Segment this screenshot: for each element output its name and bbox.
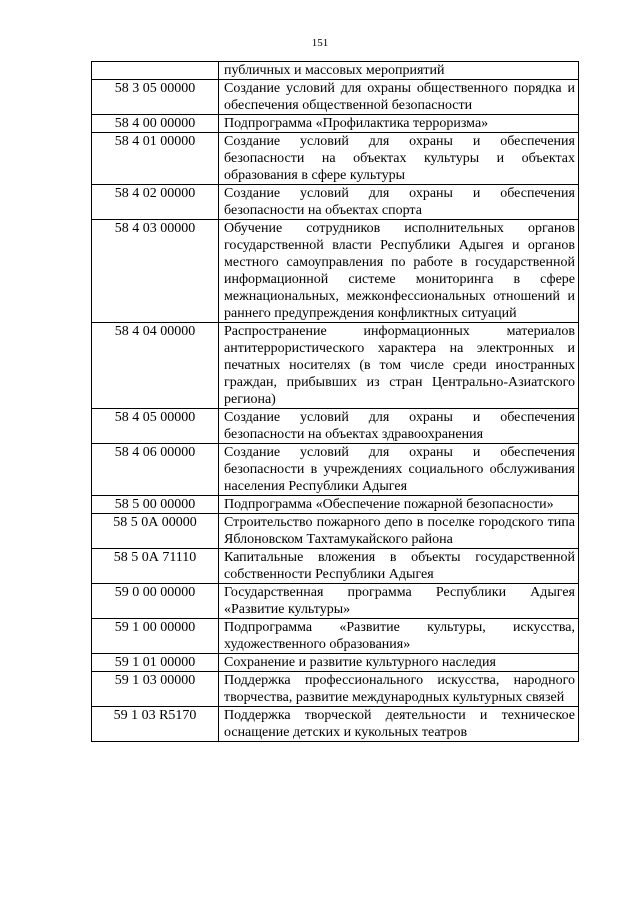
name-cell: Государственная программа Республики Адыгея «Развитие культуры» [219,584,579,619]
table-row [92,514,579,549]
code-cell: 59 0 00 00000 [92,584,219,619]
code-cell: 59 1 03 R5170 [92,707,219,742]
code-cell [92,62,219,80]
page-number: 151 [311,37,329,49]
code-cell: 58 4 03 00000 [92,220,219,323]
name-cell: Подпрограмма «Обеспечение пожарной безопасности» [219,496,579,514]
name-cell: Обучение сотрудников исполнительных органов государственной власти Республики Адыгея и органов местного самоуправления по работе в государственной информационной системе мониторинга в сфере межнациональных, межконфессиональных отношений и раннего предупреждения конфликтных ситуаций [219,220,579,323]
table-row [92,220,579,323]
table-row [92,323,579,409]
name-cell: публичных и массовых мероприятий [219,62,579,80]
name-cell: Сохранение и развитие культурного наследия [219,654,579,672]
code-cell: 58 4 00 00000 [92,115,219,133]
name-cell: Создание условий для охраны и обеспечения безопасности на объектах спорта [219,185,579,220]
code-cell: 59 1 00 00000 [92,619,219,654]
code-cell: 58 3 05 00000 [92,80,219,115]
name-cell: Капитальные вложения в объекты государственной собственности Республики Адыгея [219,549,579,584]
name-cell: Строительство пожарного депо в поселке городского типа Яблоновском Тахтамукайского района [219,514,579,549]
name-cell: Поддержка творческой деятельности и техническое оснащение детских и кукольных театров [219,707,579,742]
name-cell: Подпрограмма «Развитие культуры, искусства, художественного образования» [219,619,579,654]
budget-classification-table [91,61,579,742]
name-cell: Создание условий для охраны и обеспечения безопасности в учреждениях социального обслуживания населения Республики Адыгея [219,444,579,496]
code-cell: 58 5 0А 00000 [92,514,219,549]
table-row [92,584,579,619]
table-row [92,707,579,742]
table-row [92,654,579,672]
table-row [92,115,579,133]
code-cell: 58 4 02 00000 [92,185,219,220]
name-cell: Подпрограмма «Профилактика терроризма» [219,115,579,133]
table-row [92,80,579,115]
code-cell: 58 5 0А 71110 [92,549,219,584]
table-row [92,409,579,444]
name-cell: Создание условий для охраны общественного порядка и обеспечения общественной безопасности [219,80,579,115]
name-cell: Создание условий для охраны и обеспечения безопасности на объектах здравоохранения [219,409,579,444]
code-cell: 58 4 05 00000 [92,409,219,444]
table-row [92,444,579,496]
table-row [92,496,579,514]
code-cell: 59 1 01 00000 [92,654,219,672]
table-row [92,133,579,185]
code-cell: 58 4 06 00000 [92,444,219,496]
code-cell: 59 1 03 00000 [92,672,219,707]
name-cell: Распространение информационных материалов антитеррористического характера на электронных и печатных носителях (в том числе среди иностранных граждан, прибывших из стран Центрально-Азиатского региона) [219,323,579,409]
name-cell: Поддержка профессионального искусства, народного творчества, развитие международных культурных связей [219,672,579,707]
name-cell: Создание условий для охраны и обеспечения безопасности на объектах культуры и объектах образования в сфере культуры [219,133,579,185]
table-row [92,62,579,80]
code-cell: 58 4 04 00000 [92,323,219,409]
table-row [92,619,579,654]
code-cell: 58 5 00 00000 [92,496,219,514]
code-cell: 58 4 01 00000 [92,133,219,185]
table-row [92,185,579,220]
table-row [92,672,579,707]
table-row [92,549,579,584]
